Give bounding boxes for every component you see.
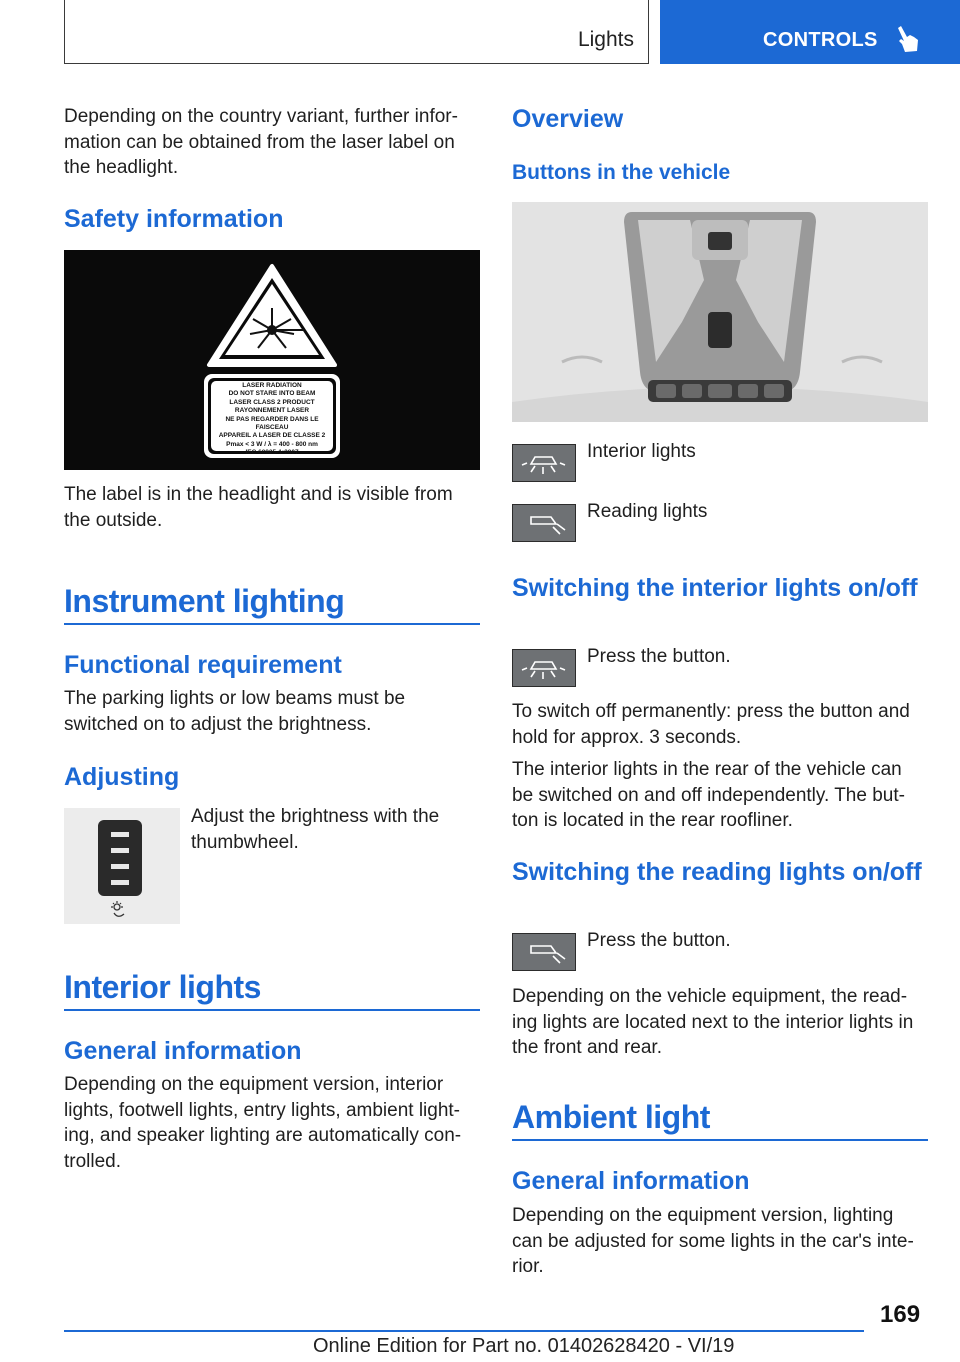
buttons-in-vehicle-heading: Buttons in the vehicle — [512, 161, 731, 184]
laser-label-line: IEC 60825-1:2007 — [245, 449, 299, 457]
roof-console-image — [512, 202, 928, 422]
page-number: 169 — [880, 1301, 921, 1328]
laser-label-line: DO NOT STARE INTO BEAM — [228, 390, 316, 398]
instrument-lighting-heading: Instrument lighting — [64, 583, 345, 619]
laser-label-line: NE PAS REGARDER DANS LE FAISCEAU — [225, 415, 319, 432]
section-rule — [512, 1139, 928, 1141]
safety-heading: Safety information — [64, 205, 284, 233]
interior-lights-button — [512, 649, 576, 687]
header-section-box — [64, 0, 649, 64]
legend-reading-lights: Reading lights — [587, 501, 708, 522]
header-chapter-box — [660, 0, 960, 64]
general-information-heading: General information — [64, 1037, 302, 1065]
thumbwheel-image — [64, 808, 180, 924]
overview-heading: Overview — [512, 105, 624, 133]
ambient-general-information-heading: General information — [512, 1167, 750, 1195]
press-button-text: Press the button. — [587, 930, 731, 951]
laser-label-image — [64, 250, 480, 470]
switching-reading-lights-heading: Switching the reading lights on/off — [512, 858, 922, 886]
laser-label-line: Pmax < 3 W / λ = 400 - 800 nm — [226, 440, 318, 448]
laser-label-text — [211, 382, 333, 458]
functional-requirement-heading: Functional requirement — [64, 651, 342, 679]
switching-interior-lights-heading: Switching the interior lights on/off — [512, 574, 918, 602]
press-button-text: Press the button. — [587, 646, 731, 667]
reading-light-icon — [513, 505, 574, 540]
ambient-general-text: Depending on the equipment version, lighting can be adjusted for some lights in the car's inte‐rior. — [512, 1205, 914, 1277]
functional-requirement-text: The parking lights or low beams must be switched on to adjust the brightness. — [64, 688, 406, 735]
reading-lights-button — [512, 504, 576, 542]
brightness-symbol-icon — [108, 900, 132, 920]
footer-rule — [64, 1330, 864, 1332]
laser-label-line: LASER CLASS 2 PRODUCT — [229, 398, 315, 406]
interior-lights-button — [512, 444, 576, 482]
rear-lights-text: The interior lights in the rear of the vehicle can be switched on and off independently. The but‐ton is located in the rear roofliner. — [512, 759, 905, 831]
interior-light-icon — [513, 650, 574, 685]
legend-interior-lights: Interior lights — [587, 441, 696, 462]
footer-edition-text: Online Edition for Part no. 01402628420 - VI/19 — [313, 1335, 735, 1357]
ambient-light-heading: Ambient light — [512, 1099, 710, 1135]
adjusting-heading: Adjusting — [64, 763, 180, 791]
interior-light-icon — [513, 445, 574, 480]
laser-label-line: LASER RADIATION — [242, 382, 302, 389]
switch-off-text: To switch off permanently: press the button and hold for approx. 3 seconds. — [512, 701, 910, 748]
laser-caption: The label is in the headlight and is visible from the outside. — [64, 484, 453, 531]
pointing-hand-icon — [892, 24, 922, 54]
interior-lights-heading: Interior lights — [64, 969, 261, 1005]
section-rule — [64, 1009, 480, 1011]
adjusting-text: Adjust the brightness with the thumbwheel. — [191, 806, 440, 853]
header-section-title: Lights — [577, 28, 634, 51]
general-information-text: Depending on the equipment version, interior lights, footwell lights, entry lights, ambient light‐ing, and speaker lighting are automatically con‐trolled. — [64, 1074, 462, 1172]
intro-paragraph: Depending on the country variant, further infor‐mation can be obtained from the laser label on the headlight. — [64, 106, 458, 178]
reading-lights-button — [512, 933, 576, 971]
thumbwheel — [98, 820, 142, 896]
reading-lights-location-text: Depending on the vehicle equipment, the read‐ing lights are located next to the interior lights in the front and rear. — [512, 986, 914, 1058]
roof-console-illustration — [512, 202, 928, 422]
laser-label-line: APPAREIL A LASER DE CLASSE 2 — [218, 432, 326, 440]
reading-light-icon — [513, 934, 574, 969]
header-chapter-title: CONTROLS — [763, 29, 878, 51]
laser-label-line: RAYONNEMENT LASER — [234, 407, 310, 415]
section-rule — [64, 623, 480, 625]
